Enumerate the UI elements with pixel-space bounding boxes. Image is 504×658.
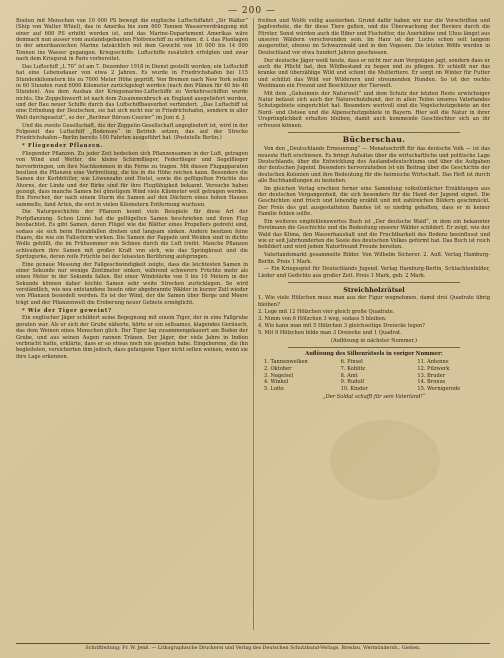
solution-item: 13. Bruder: [417, 372, 446, 379]
right-top-paragraph: Der deutsche Jäger weiß heute, dass er nicht nur zum Vergnügen jagt, sondern dass er auch die Pflicht hat, den Wildbestand zu hegen und zu pflegen. Er schießt nur das kranke und überzählige Wild und schont die Muttertiere. Er sorgt im Winter für Futter und schützt das Wild vor Wilderern und streunenden Hunden. So ist der rechte Weidmann ein Freund und Beschützer der Tierwelt.: [258, 57, 490, 89]
solution-item: 9. Rudolf: [340, 379, 365, 386]
imprint-footer: Schriftleitung: Fr. W. Jenß. — Lithographische Druckerei und Verlag des Deutschen Schutzbund-Verlags, Breslau, Wermündersh., Gießen.: [16, 643, 490, 652]
left-intro-paragraph: Das Luftschiff „L 70“ ist am 7. Dezember 1918 in Dienst gestellt worden; ein Luftschiff hat eine Lebensdauer von etwa 2 Jahren. Es wurde in Friedrichshafen bei 115 Stundenkilometern bis zu 7000 Meter Höhe geprüft. Von Bremen nach New York sollen in 60 Stunden rund 6000 Kilometer zurückgelegt werden (nach den Plänen für 40 bis 48 Stunden). Aus dem Ausbau der Kriegsmarine-Luftschiffe zu Verkehrsschiffen wurde nichts. Die Zeppelinwerft ist nach dem Zusammenbruch an England ausgeliefert worden, und der Bau neuer Schiffe durch das Luftschiffbauverbot verhindert. „Das Luftschiff ist eine Erfindung der Deutschen, sie hat sich nicht nur in Friedrichshafen, sondern in aller Welt durchgesetzt“, so der „Berliner Börsen-Courier“ im Juni d. J.: [16, 63, 248, 121]
solution-heading: Auflösung des Silbenrätsels in voriger Nummer:: [305, 351, 443, 357]
section-divider: [288, 347, 460, 348]
book-review-paragraph: Im gleichen Verlag erschien ferner eine Sammlung volkstümlicher Erzählungen aus der deutschen Vergangenheit, die sich besonders für die Hand der Jugend eignet. Die Geschichten sind frisch und lebendig erzählt und mit zahlreichen Bildern geschmückt. Der Preis des gut ausgestatteten Bandes ist so niedrig gehalten, dass er in keiner Familie fehlen sollte.: [258, 185, 490, 218]
plants-paragraph: Die Naturgeschichte der Pflanzen kennt viele Beispiele für diese Art der Fortpflanzung. Schon Linné hat die geflügelten Samen beschrieben und ihren Flug beobachtet. Es gibt Samen, deren Flügel wie die Blätter eines Propellers gedreht sind, sodass sie sich beim Herabfallen drehen und langsam sinken. Andere besitzen feine Haare, die wie ein Fallschirm wirken. Die Samen der Pappeln und Weiden sind in dichte Wolle gehüllt, die im Frühsommer wie Schnee durch die Luft treibt. Manche Pflanzen schleudern ihre Samen mit großer Kraft von sich, wie das Springkraut und die Spritzgurke, deren reife Früchte bei der leisesten Berührung aufspringen.: [16, 209, 248, 260]
solution-grid: [264, 359, 490, 392]
section-divider: [288, 132, 460, 133]
left-column: [16, 18, 248, 632]
right-top-paragraph: Mit dem „Geheimnis der Naturwelt“ und dem Schutz der letzten Reste urwüchsiger Natur befasst sich auch der Naturschutzbund, der in allen Teilen unseres Vaterlandes Schutzgebiete eingerichtet hat. Besonders wertvoll sind die Vogelschutzgebiete an der Nord- und Ostsee und die Alpenschutzgebiete in Bayern. Hier soll die Natur in ihrer Ursprünglichkeit erhalten bleiben, damit auch kommende Geschlechter sich an ihr erfreuen können.: [258, 90, 490, 129]
puzzle-line: 4. Wie kann man mit 5 Hölzchen 3 gleichseitige Dreiecke legen?: [258, 323, 425, 330]
solution-item: 7. Koblitz: [340, 365, 366, 372]
solution-item: 15. Wernigerode: [417, 385, 461, 392]
solution-item: 8. Amt: [340, 372, 358, 379]
page-number: — 200 —: [228, 6, 276, 16]
puzzle-heading: Streichholzrätsel: [343, 286, 405, 295]
puzzle-line: 2. Lege mit 12 Hölzchen vier gleich große Quadrate.: [258, 308, 395, 315]
solution-item: 12. Pilzwerk: [417, 365, 450, 372]
puzzle-line: 3. Nimm von 6 Hölzchen 3 weg, sodass 5 bleiben.: [258, 316, 387, 323]
right-top-paragraph: freihen und Wolfe vollig aussterben. Grund dafür haben wir nur die Vorschriften und Jagdverbote, die für diese Tiere gelten, und die Überwachung der Reviere durch die Förster. Sonst würden auch die Biber und Fischotter, die Auerhähne und Uhus längst aus unseren Wäldern verschwunden sein. Im Harz ist der Luchs schon seit langem ausgerottet, ebenso im Schwarzwald und in den Vogesen. Die letzten Wölfe wurden in Deutschland vor etwa hundert Jahren geschossen.: [258, 18, 490, 56]
book-review-paragraph: Von den „Deutschlands Erneuerung“ — Monatsschrift für das deutsche Volk — ist das neueste Heft erschienen. Es bringt Aufsätze über die wirtschaftliche und politische Lage Deutschlands, über die Entwicklung des Auslandsdeutschtums und über die Aufgaben der deutschen Jugend. Besonders hervorzuheben ist ein Beitrag über die Geschichte der deutschen Kolonien und ihre Bedeutung für die heimische Wirtschaft. Das Heft ist durch alle Buchhandlungen zu beziehen.: [258, 146, 490, 184]
solution-item: 1. Tannenwelken: [264, 359, 308, 366]
tiger-heading: * Wie der Tiger geweint?: [22, 307, 112, 314]
plants-paragraph: Eine genaue Messung der Fallgeschwindigkeit zeigte, dass die leichtesten Samen in einer Sekunde nur wenige Zentimeter sinken, während schwerere Früchte mehr als einen Meter in der Sekunde fallen. Bei einer Windstärke von 5 bis 10 Metern in der Sekunde können daher leichte Samen sehr weite Strecken zurücklegen. So wird verständlich, wie neu entstandene Inseln oder abgebrannte Wälder in kurzer Zeit wieder von Pflanzen besiedelt werden. Es ist der Wind, der die Samen über Berge und Meere trägt und der Pflanzenwelt die Eroberung neuer Gebiete ermöglicht.: [16, 261, 248, 306]
right-column: [258, 18, 490, 632]
left-intro-paragraph: Booten mit Menschen von 10 000 PS bewegt die englische Luftschiffahrt „Sir Walter“ (Ship von Walter Whiel), das in Amerika bis zum 600 Tonnen Wasserverdrängung mit einer auf 600 PS erhöht worden ist, und das Marine-Departement Amerikas wäre demnach nun ausser vom auslandsgebauten Flottenschiff zu erhöhen, d. i. das Plantagen in der amerikanischen Marine tatsächlich mit dem Gewicht von 10 000 bis 14 000 Tonnen ins Wasser gegangen. Kriegsschiffe: Luftschiffe zusätzlich erfolgten und zwar nach dem Kriegsrat in Paris vorbereitet.: [16, 18, 248, 63]
left-intro-paragraph: Und die zweite Gesellschaft, die der Zeppelin-Gesellschaft angegliedert ist, wird in der Folgezeit das Luftschiff „Bodensee“ in Betrieb setzen, das auf der Strecke Friedrichshafen—Berlin bereits 100 Fahrten ausgeführt hat. (Poststelle Berlin.): [16, 122, 248, 142]
solution-item: 11. Antenne: [417, 359, 449, 366]
solution-item: 4. Winkel: [264, 379, 289, 386]
book-notice: — Ein Kriegsspiel für Deutschlands Jugend. Verlag Hamburg-Berlin, Schlachtenbilder, Lieder und Gedichte aus großer Zeit. Preis 1 Mark, geb. 2 Mark.: [258, 266, 490, 279]
solution-item: 14. Bronze: [417, 379, 446, 386]
solution-item: 3. Nagelsel: [264, 372, 294, 379]
solution-item: 5. Lotte: [264, 385, 285, 392]
book-review-heading: Bücherschau.: [342, 134, 406, 144]
puzzle-note: (Auflösung in nächster Nummer.): [330, 337, 418, 344]
column-rule: [253, 18, 254, 630]
puzzle-line: 5. Mit 9 Hölzchen bilde man 3 Dreiecke und 1 Quadrat.: [258, 330, 402, 337]
plants-heading: * Fliegender Pflanzen.: [22, 143, 104, 150]
tiger-paragraph: Ein englischer Jäger schildert seine Begegnung mit einem Tiger, der in eine Fallgrube geraten war. Als er sich der Grube näherte, hörte er ein seltsames, klagendes Geräusch, das dem Weinen eines Menschen glich. Der Tiger lag zusammengekauert am Boden der Grube, und aus seinen Augen rannen Tränen. Der Jäger, der viele Jahre in Indien verbracht hatte, erklärte, dass er so etwas noch nie gesehen habe. Eingeborene, die ihn begleiteten, versicherten ihm jedoch, dass gefangene Tiger nicht selten weinen, wenn sie ihre Lage erkennen.: [16, 315, 248, 360]
puzzle-list: [258, 295, 490, 336]
section-divider: [288, 282, 460, 283]
book-notice: Vaterlandsmarkt gesammelte Bilder. Von Wilhelm Sicherer. 2. Aufl. Verlag Hamburg-Berlin. Preis 1 Mark.: [258, 252, 490, 265]
plants-paragraph: Fliegender Pflanzen. Zu jeder Zeit bedecken sich Pflanzensamen in der Luft, getragen von Wind und Wetter, die kleine Schirmflieger, Federflieger und Segelflieger hervorbringen, um ihre Nachkommen in die Ferne zu tragen. Mit diesen Flugapparaten besitzen die Pflanzen eine Verbreitung, die bis in die Höhe reichen kann. Besonders die Samen der Korbblütler, wie Löwenzahn und Distel, sowie die geflügelten Früchte des Ahorns, der Linde und der Birke sind für ihre Flugfähigkeit bekannt. Versuche haben gezeigt, dass manche Samen bei günstigem Wind viele Kilometer weit getragen werden. Ein Forscher, der nach einem Sturm die Samen auf den Dächern eines hohen Hauses sammelte, fand Arten, die erst in vielen Kilometern Entfernung wuchsen.: [16, 150, 248, 208]
puzzle-line: 1. Wie viele Hölzchen muss man aus der Figur wegnehmen, damit drei Quadrate übrig bleiben?: [258, 295, 490, 308]
solution-quote: „Der Soldat schafft für sein Vaterland!“: [323, 394, 425, 401]
book-review-paragraph: Ein weiteres empfehlenswertes Buch ist „Der deutsche Wald“, in dem ein bekannter Forstmann die Geschichte und die Bedeutung unserer Wälder schildert. Er zeigt, wie der Wald das Klima, den Wasserhaushalt und die Fruchtbarkeit des Bodens beeinflusst und wie er seit Jahrhunderten die Seele des deutschen Volkes geformt hat. Das Buch ist reich bebildert und wird jedem Naturfreund Freude bereiten.: [258, 218, 490, 251]
solution-item: 6. Pinsel: [340, 359, 363, 366]
solution-item: 2. Oktober: [264, 365, 292, 372]
solution-item: 10. Kinder: [340, 385, 368, 392]
